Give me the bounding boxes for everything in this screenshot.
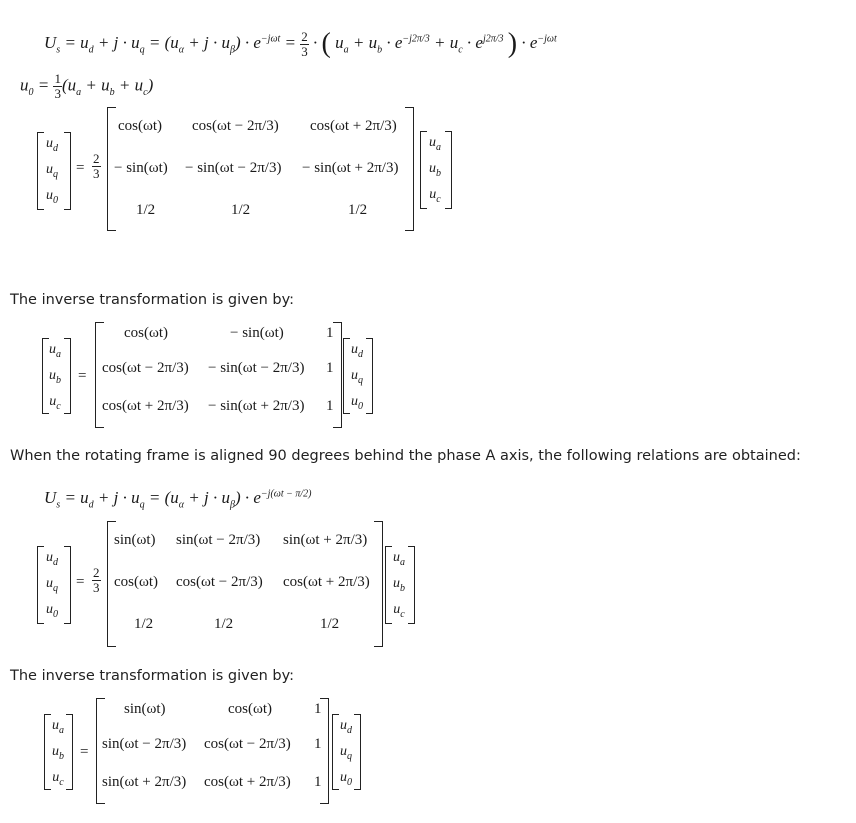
m3-lhs-1: $u_q$ — [46, 576, 58, 594]
m2-lhs-2: $u_c$ — [49, 394, 61, 412]
m3-coef: $\frac{2}{3}$ — [93, 565, 100, 595]
m4-cell: sin(ωt + 2π/3) — [102, 774, 187, 790]
m2-cell: − sin(ωt − 2π/3) — [208, 360, 305, 376]
rotating-frame-text: When the rotating frame is aligned 90 degrees behind the phase A axis, the following relations are obtained: — [10, 448, 801, 464]
m2-cell: − sin(ωt + 2π/3) — [208, 398, 305, 414]
m1-cell: 1/2 — [136, 202, 156, 218]
m3-cell: cos(ωt) — [114, 574, 159, 590]
m1-lhs-1: $u_q$ — [46, 162, 58, 180]
inverse-transformation-text-1: The inverse transformation is given by: — [10, 292, 295, 308]
m2-rhs-1: $u_q$ — [351, 368, 363, 386]
m3-lhs-2: $u_0$ — [46, 602, 58, 620]
m2-lhs-1: $u_b$ — [49, 368, 61, 386]
m1-cell: 1/2 — [231, 202, 251, 218]
m4-lhs-2: $u_c$ — [52, 770, 64, 788]
m3-rhs-1: $u_b$ — [393, 576, 405, 594]
equation-space-vector-1: $U_s = u_d + j \cdot u_q = (u_\alpha + j \cdot u_\beta) \cdot e^{-j\omega t}$ = $\frac{2}{3}$ · ( $u_a + u_b \cdot e^{-j2\pi/3} + u_c \cdot e^{j2\pi/3}$ ) · $e^{-j\omega t}$ — [44, 28, 557, 59]
m3-cell: sin(ωt + 2π/3) — [283, 532, 368, 548]
m2-cell: cos(ωt + 2π/3) — [102, 398, 189, 414]
m1-equals: = — [76, 160, 85, 176]
m4-cell: 1 — [314, 774, 322, 790]
m1-rhs-0: $u_a$ — [429, 135, 441, 153]
m3-cell: sin(ωt) — [114, 532, 156, 548]
m1-cell: cos(ωt + 2π/3) — [310, 118, 397, 134]
equation-zero-sequence: $u_0$ = $\frac{1}{3}$ $(u_a + u_b + u_c)$ — [20, 71, 154, 101]
m4-rhs-1: $u_q$ — [340, 744, 352, 762]
m2-cell: cos(ωt) — [124, 325, 169, 341]
m3-equals: = — [76, 574, 85, 590]
m4-cell: sin(ωt) — [124, 701, 166, 717]
m2-cell: 1 — [326, 325, 334, 341]
m1-cell: − sin(ωt + 2π/3) — [302, 160, 399, 176]
m2-cell: − sin(ωt) — [230, 325, 284, 341]
inverse-transformation-text-2: The inverse transformation is given by: — [10, 668, 295, 684]
m4-rhs-2: $u_0$ — [340, 770, 352, 788]
equation-space-vector-2: $U_s = u_d + j \cdot u_q = (u_\alpha + j \cdot u_\beta) \cdot e^{-j(\omega t - \pi/2)}$ — [44, 488, 312, 511]
m1-lhs-2: $u_0$ — [46, 188, 58, 206]
m1-rhs-1: $u_b$ — [429, 161, 441, 179]
m4-cell: cos(ωt) — [228, 701, 273, 717]
m4-cell: cos(ωt − 2π/3) — [204, 736, 291, 752]
m3-rhs-0: $u_a$ — [393, 550, 405, 568]
m4-cell: 1 — [314, 701, 322, 717]
m3-lhs-0: $u_d$ — [46, 550, 58, 568]
m4-cell: 1 — [314, 736, 322, 752]
m2-equals: = — [78, 368, 87, 384]
m3-cell: cos(ωt − 2π/3) — [176, 574, 263, 590]
m1-rhs-2: $u_c$ — [429, 187, 441, 205]
m3-cell: 1/2 — [214, 616, 234, 632]
m4-equals: = — [80, 744, 89, 760]
m4-rhs-0: $u_d$ — [340, 718, 352, 736]
m4-cell: cos(ωt + 2π/3) — [204, 774, 291, 790]
m2-cell: 1 — [326, 398, 334, 414]
m4-cell: sin(ωt − 2π/3) — [102, 736, 187, 752]
m2-rhs-2: $u_0$ — [351, 394, 363, 412]
m1-cell: 1/2 — [348, 202, 368, 218]
m3-cell: sin(ωt − 2π/3) — [176, 532, 261, 548]
m1-cell: cos(ωt − 2π/3) — [192, 118, 279, 134]
m2-cell: 1 — [326, 360, 334, 376]
m1-cell: − sin(ωt) — [114, 160, 168, 176]
m3-rhs-2: $u_c$ — [393, 602, 405, 620]
m2-rhs-0: $u_d$ — [351, 342, 363, 360]
m2-cell: cos(ωt − 2π/3) — [102, 360, 189, 376]
m4-lhs-0: $u_a$ — [52, 718, 64, 736]
m2-lhs-0: $u_a$ — [49, 342, 61, 360]
m3-cell: cos(ωt + 2π/3) — [283, 574, 370, 590]
m1-cell: − sin(ωt − 2π/3) — [185, 160, 282, 176]
m3-cell: 1/2 — [134, 616, 154, 632]
m1-cell: cos(ωt) — [118, 118, 163, 134]
m1-coef: $\frac{2}{3}$ — [93, 151, 100, 181]
m4-lhs-1: $u_b$ — [52, 744, 64, 762]
m3-cell: 1/2 — [320, 616, 340, 632]
m1-lhs-0: $u_d$ — [46, 136, 58, 154]
